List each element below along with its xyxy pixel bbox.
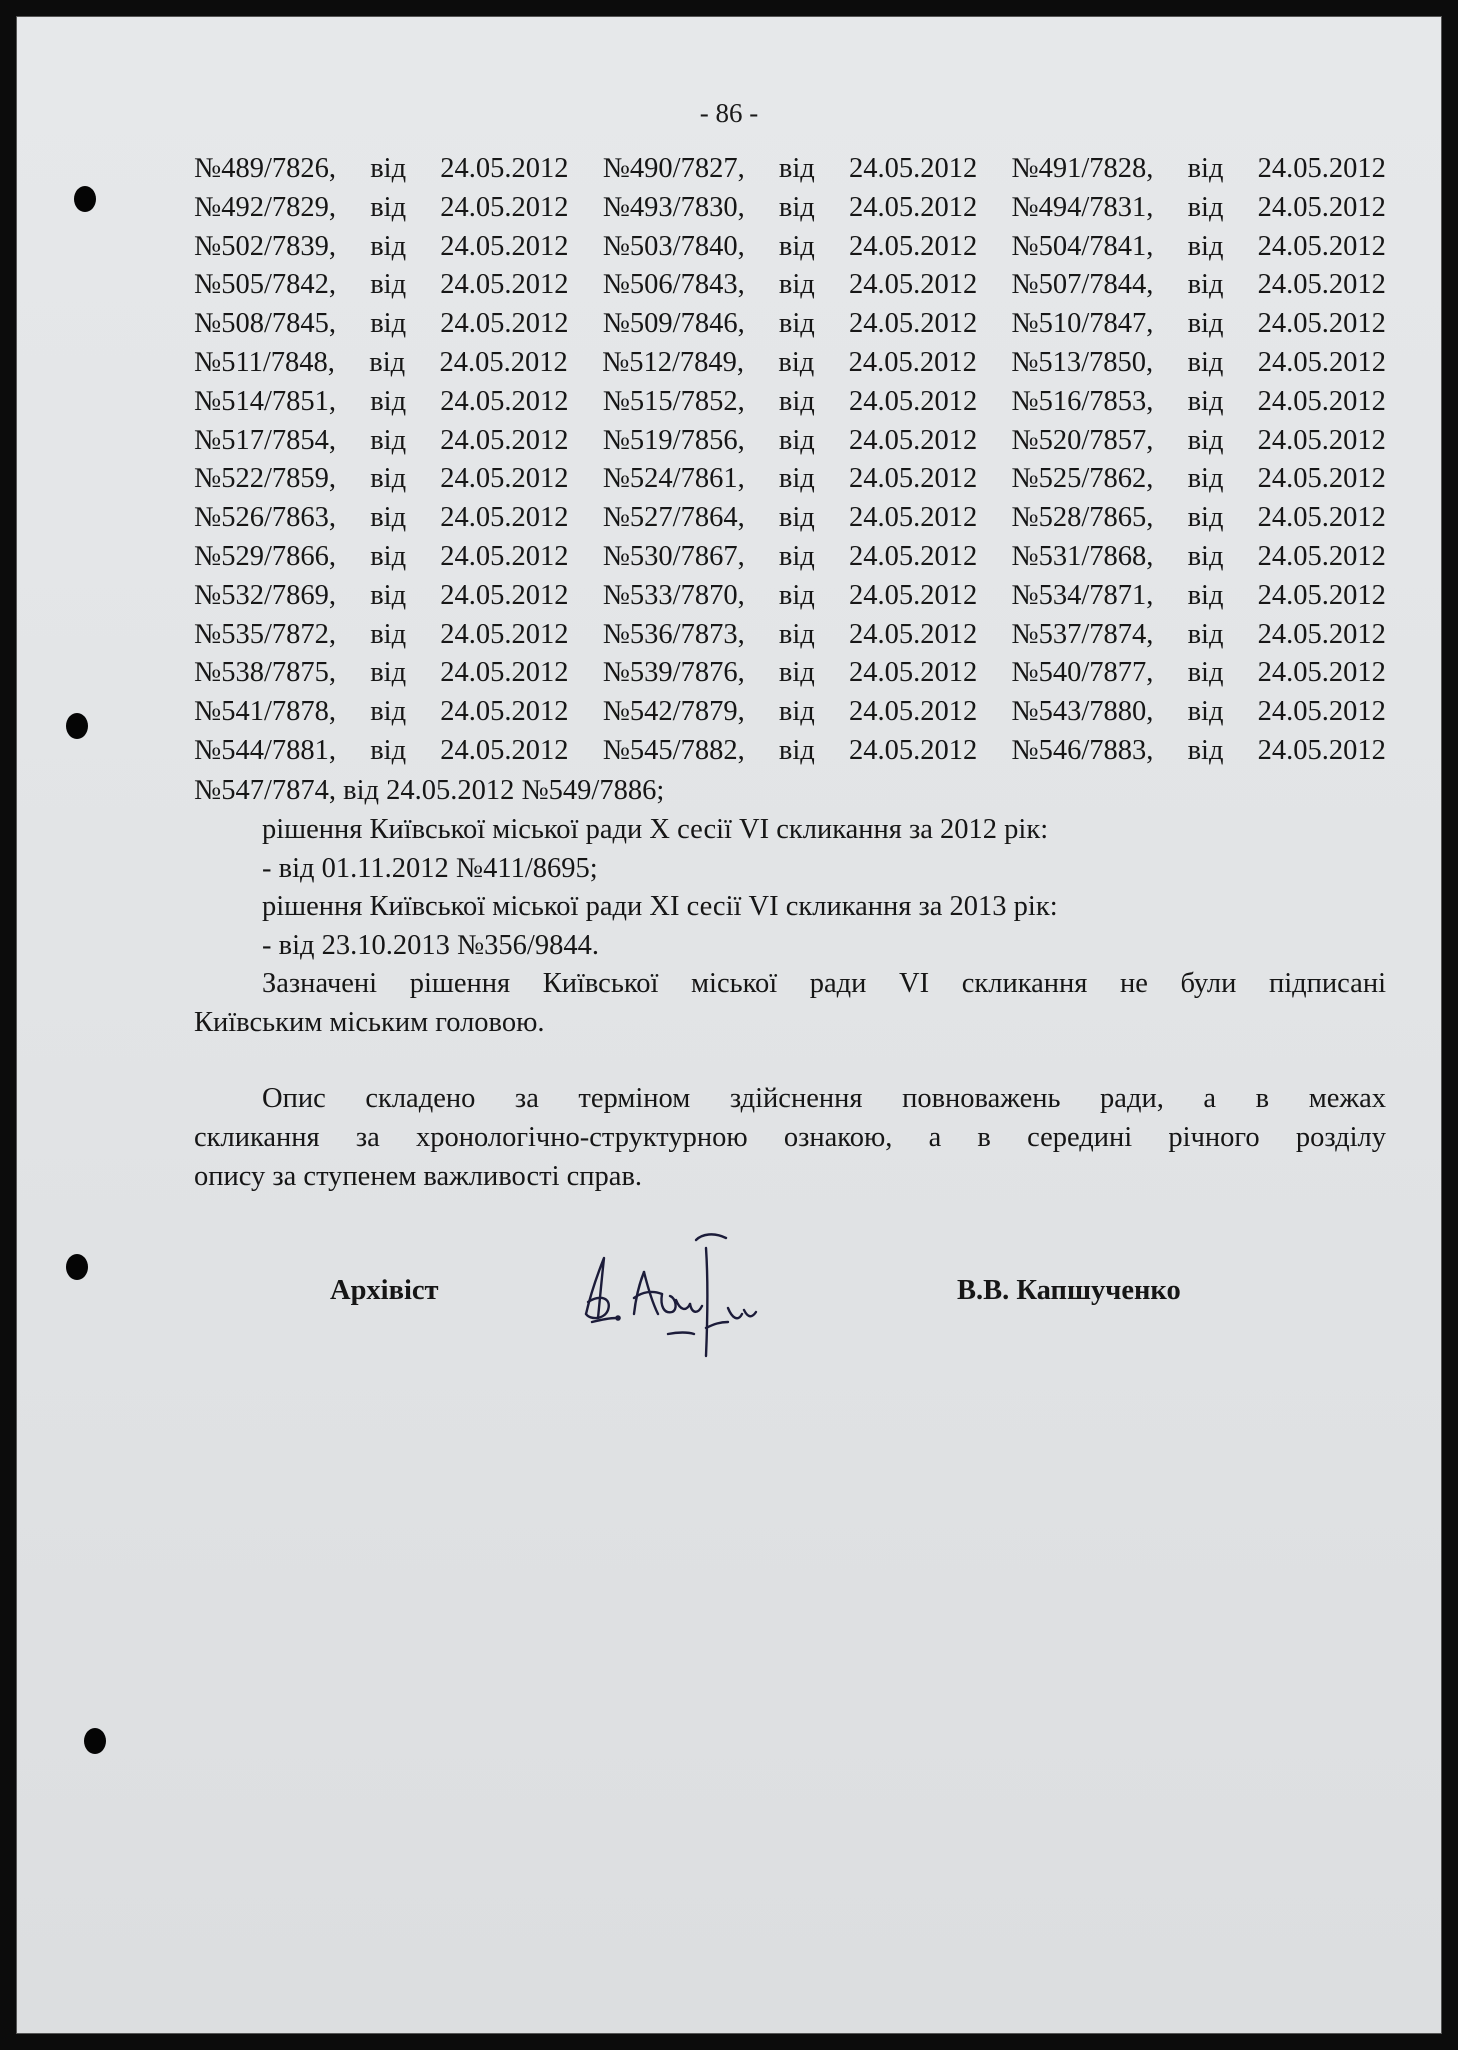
- decision-row-cell: 24.05.2012: [1257, 618, 1386, 650]
- decision-row-cell: 24.05.2012: [440, 308, 569, 340]
- decision-row-cell: №529/7866,: [194, 540, 336, 572]
- decision-row: [194, 693, 1386, 732]
- decision-row-cell: від: [370, 230, 407, 262]
- decision-row-cell: від: [778, 579, 815, 611]
- decision-row-cell: №542/7879,: [602, 696, 745, 728]
- decision-row-cell: від: [778, 696, 815, 728]
- decision-row-cell: від: [369, 346, 406, 378]
- decision-row-cell: №511/7848,: [194, 346, 335, 378]
- decision-row-cell: №505/7842,: [194, 269, 336, 301]
- decision-row-cell: 24.05.2012: [1257, 269, 1386, 301]
- decision-row-cell: 24.05.2012: [1257, 502, 1386, 534]
- punch-hole: [66, 1254, 88, 1280]
- decision-row-cell: №507/7844,: [1011, 269, 1154, 301]
- decision-row-cell: 24.05.2012: [848, 540, 978, 572]
- decision-row-cell: від: [778, 502, 815, 534]
- decision-row-cell: №527/7864,: [602, 502, 745, 534]
- decision-row-cell: №490/7827,: [602, 153, 745, 184]
- decision-row-cell: 24.05.2012: [1257, 153, 1386, 184]
- decision-row-cell: від: [778, 463, 815, 495]
- description-line-1: Опис складено за терміном здійснення повноважень ради, а в межах: [262, 1083, 1386, 1114]
- decision-row: [194, 383, 1386, 422]
- decision-row-cell: 24.05.2012: [848, 346, 977, 378]
- decision-row-cell: 24.05.2012: [1257, 696, 1386, 728]
- decision-row-cell: 24.05.2012: [440, 463, 569, 495]
- decision-row: [194, 616, 1386, 655]
- decision-row-cell: №533/7870,: [602, 579, 745, 611]
- decision-row-cell: 24.05.2012: [1257, 346, 1386, 378]
- punch-hole: [84, 1728, 106, 1754]
- decision-row: [194, 460, 1386, 499]
- decision-row-cell: від: [1187, 618, 1224, 650]
- decision-row-cell: №494/7831,: [1011, 191, 1154, 223]
- decision-row-cell: від: [370, 540, 407, 572]
- decision-row-cell: від: [1187, 657, 1224, 689]
- decision-row-cell: 24.05.2012: [848, 657, 978, 689]
- decision-row-cell: 24.05.2012: [1257, 424, 1386, 456]
- decision-row-cell: 24.05.2012: [1257, 579, 1386, 611]
- decision-row-cell: від: [370, 269, 407, 301]
- decision-list-last-line: №547/7874, від 24.05.2012 №549/7886;: [194, 775, 665, 806]
- decision-row-cell: від: [370, 153, 407, 184]
- decision-row-cell: 24.05.2012: [848, 230, 978, 262]
- decision-row-cell: від: [1187, 191, 1224, 223]
- decision-row-cell: 24.05.2012: [440, 696, 569, 728]
- decision-row-cell: 24.05.2012: [848, 191, 978, 223]
- decision-row-cell: 24.05.2012: [848, 618, 978, 650]
- decision-row-cell: 24.05.2012: [1257, 385, 1386, 417]
- decision-row-cell: 24.05.2012: [440, 734, 569, 766]
- decision-row-cell: №543/7880,: [1011, 696, 1154, 728]
- decision-row-cell: від: [370, 502, 407, 534]
- decision-row-cell: 24.05.2012: [1257, 308, 1386, 340]
- decision-row-cell: від: [1187, 153, 1224, 184]
- decision-row-cell: від: [778, 618, 815, 650]
- decision-row-cell: від: [1187, 540, 1224, 572]
- decision-row-cell: 24.05.2012: [848, 424, 978, 456]
- decision-row-cell: №531/7868,: [1011, 540, 1154, 572]
- decision-row-cell: від: [1187, 269, 1224, 301]
- session-x-heading: рішення Київської міської ради X сесії VI скликання за 2012 рік:: [262, 814, 1049, 845]
- decision-row-cell: 24.05.2012: [848, 463, 978, 495]
- decision-row-cell: від: [1187, 696, 1224, 728]
- decision-row-cell: 24.05.2012: [440, 579, 569, 611]
- decision-row-cell: №489/7826,: [194, 153, 336, 184]
- decision-row-cell: 24.05.2012: [440, 230, 569, 262]
- decision-row-cell: №515/7852,: [602, 385, 745, 417]
- decision-row-cell: 24.05.2012: [440, 540, 569, 572]
- signature-name: В.В. Капшученко: [957, 1275, 1181, 1306]
- decision-row-cell: 24.05.2012: [440, 385, 569, 417]
- decision-row: [194, 732, 1386, 771]
- decision-row-cell: №502/7839,: [194, 230, 336, 262]
- decision-row-cell: №528/7865,: [1011, 502, 1154, 534]
- decision-row-cell: №539/7876,: [602, 657, 745, 689]
- decision-row: [194, 422, 1386, 461]
- decision-row-cell: 24.05.2012: [848, 502, 978, 534]
- decision-row-cell: від: [370, 579, 407, 611]
- decision-row-cell: №506/7843,: [602, 269, 745, 301]
- decision-row: [194, 344, 1386, 383]
- decision-row-cell: від: [370, 191, 407, 223]
- decision-row-cell: від: [1187, 463, 1224, 495]
- decision-row-cell: №493/7830,: [602, 191, 745, 223]
- decision-row-cell: №538/7875,: [194, 657, 336, 689]
- note-line-2: Київським міським головою.: [194, 1007, 545, 1038]
- decision-row-cell: 24.05.2012: [848, 579, 978, 611]
- decision-row-cell: №491/7828,: [1011, 153, 1154, 184]
- signature-role: Архівіст: [330, 1275, 439, 1306]
- decision-row-cell: від: [1187, 579, 1224, 611]
- decision-row-cell: від: [370, 385, 407, 417]
- decision-row-cell: №514/7851,: [194, 385, 336, 417]
- decision-row-cell: 24.05.2012: [440, 269, 569, 301]
- decision-row-cell: №534/7871,: [1011, 579, 1154, 611]
- decision-row-cell: від: [778, 734, 815, 766]
- decision-row-cell: №509/7846,: [602, 308, 745, 340]
- decision-row-cell: 24.05.2012: [848, 734, 978, 766]
- decision-row-cell: №513/7850,: [1011, 346, 1154, 378]
- decision-row-cell: №535/7872,: [194, 618, 336, 650]
- session-xi-heading: рішення Київської міської ради XI сесії VI скликання за 2013 рік:: [262, 891, 1058, 922]
- decision-row-cell: від: [1187, 734, 1224, 766]
- decision-row-cell: від: [778, 346, 815, 378]
- decision-row-cell: від: [370, 618, 407, 650]
- decision-row: [194, 654, 1386, 693]
- decision-row-cell: від: [778, 657, 815, 689]
- decision-row: [194, 266, 1386, 305]
- decision-row-cell: №519/7856,: [602, 424, 745, 456]
- decision-row-cell: 24.05.2012: [440, 657, 569, 689]
- decision-row: [194, 228, 1386, 267]
- decision-row-cell: 24.05.2012: [440, 502, 569, 534]
- decision-row-cell: №532/7869,: [194, 579, 336, 611]
- decision-row-cell: від: [370, 734, 407, 766]
- decision-row: [194, 305, 1386, 344]
- decision-row-cell: 24.05.2012: [848, 269, 978, 301]
- decision-row-cell: №522/7859,: [194, 463, 336, 495]
- punch-hole: [66, 713, 88, 739]
- decision-row-cell: від: [778, 540, 815, 572]
- decision-row-cell: від: [778, 385, 815, 417]
- decision-row-cell: №492/7829,: [194, 191, 336, 223]
- description-line-3: опису за ступенем важливості справ.: [194, 1161, 643, 1192]
- decision-row-cell: №537/7874,: [1011, 618, 1154, 650]
- decision-row-cell: від: [370, 424, 407, 456]
- page-number: - 86 -: [699, 98, 759, 128]
- decision-row-cell: 24.05.2012: [1257, 734, 1386, 766]
- decision-row-cell: 24.05.2012: [439, 346, 568, 378]
- handwritten-signature: [578, 1218, 778, 1358]
- decision-row-cell: №546/7883,: [1011, 734, 1154, 766]
- session-x-item: - від 01.11.2012 №411/8695;: [262, 853, 598, 884]
- decision-row-cell: №510/7847,: [1011, 308, 1154, 340]
- decision-row-cell: від: [1187, 502, 1224, 534]
- decision-row: [194, 189, 1386, 228]
- decision-row-cell: №524/7861,: [602, 463, 745, 495]
- decision-row-cell: №545/7882,: [602, 734, 745, 766]
- decision-row-cell: 24.05.2012: [848, 153, 978, 184]
- decision-row-cell: №512/7849,: [602, 346, 745, 378]
- decision-row-cell: 24.05.2012: [848, 308, 978, 340]
- decision-row-cell: від: [778, 153, 815, 184]
- decision-row: [194, 150, 1386, 189]
- decision-row-cell: від: [1187, 230, 1224, 262]
- description-line-2: скликання за хронологічно-структурною ознакою, а в середині річного розділу: [194, 1122, 1386, 1153]
- decision-row: [194, 499, 1386, 538]
- decision-row-cell: №544/7881,: [194, 734, 336, 766]
- decision-row-cell: від: [370, 696, 407, 728]
- note-line-1: Зазначені рішення Київської міської ради VI скликання не були підписані: [262, 968, 1386, 999]
- decision-row-cell: від: [1187, 424, 1224, 456]
- decision-row-cell: №503/7840,: [602, 230, 745, 262]
- decision-row-cell: від: [370, 657, 407, 689]
- decision-row-cell: №530/7867,: [602, 540, 745, 572]
- decision-row-cell: №516/7853,: [1011, 385, 1154, 417]
- decision-row-cell: 24.05.2012: [1257, 657, 1386, 689]
- decision-row-cell: від: [778, 308, 815, 340]
- decision-row-cell: 24.05.2012: [440, 153, 569, 184]
- decision-row-cell: №526/7863,: [194, 502, 336, 534]
- decision-row-cell: №520/7857,: [1011, 424, 1154, 456]
- session-xi-item: - від 23.10.2013 №356/9844.: [262, 930, 599, 961]
- decision-row-cell: №517/7854,: [194, 424, 336, 456]
- decision-row-cell: 24.05.2012: [1257, 540, 1386, 572]
- decision-row-cell: від: [370, 463, 407, 495]
- decision-row-cell: №540/7877,: [1011, 657, 1154, 689]
- decision-row-cell: від: [778, 424, 815, 456]
- decision-row: [194, 538, 1386, 577]
- decision-row-cell: від: [778, 230, 815, 262]
- decision-row-cell: 24.05.2012: [1257, 463, 1386, 495]
- decision-row-cell: №504/7841,: [1011, 230, 1154, 262]
- decision-row-cell: 24.05.2012: [440, 424, 569, 456]
- decision-row: [194, 577, 1386, 616]
- decision-row-cell: від: [1187, 385, 1224, 417]
- decision-row-cell: від: [1187, 308, 1224, 340]
- decision-row-cell: 24.05.2012: [440, 618, 569, 650]
- decision-row-cell: 24.05.2012: [1257, 191, 1386, 223]
- decision-row-cell: 24.05.2012: [1257, 230, 1386, 262]
- punch-hole: [74, 186, 96, 212]
- decision-row-cell: №541/7878,: [194, 696, 336, 728]
- decision-row-cell: від: [778, 269, 815, 301]
- decision-row-cell: 24.05.2012: [848, 385, 978, 417]
- decision-row-cell: 24.05.2012: [848, 696, 978, 728]
- decision-row-cell: 24.05.2012: [440, 191, 569, 223]
- decision-row-cell: №536/7873,: [602, 618, 745, 650]
- decision-row-cell: №508/7845,: [194, 308, 336, 340]
- decision-row-cell: №525/7862,: [1011, 463, 1154, 495]
- decision-row-cell: від: [370, 308, 407, 340]
- decision-list: [194, 150, 1386, 771]
- decision-row-cell: від: [1187, 346, 1224, 378]
- decision-row-cell: від: [778, 191, 815, 223]
